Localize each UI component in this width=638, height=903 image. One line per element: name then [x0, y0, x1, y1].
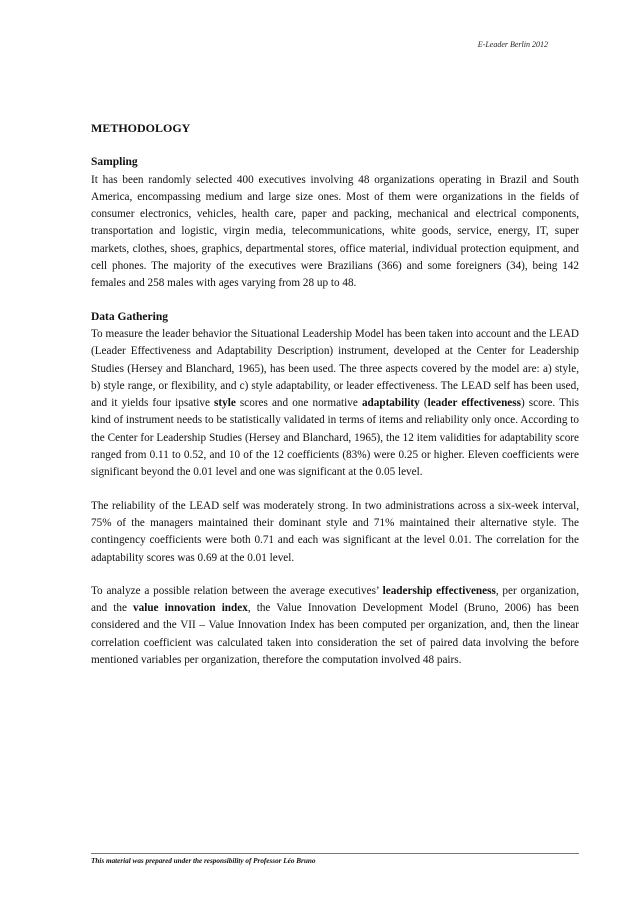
text-run: ( [419, 397, 428, 410]
sampling-heading: Sampling [91, 156, 138, 169]
text-run: , the Value Innovation Development Model (Bruno, 2006) has been considered and the VII – Value Innovation Index has been computed per organization, and, then the linear correlation coefficient was calculated taken into consideration the set of paired data involving the before mentioned variables per organization, therefore the computation involved 48 pairs. [91, 602, 580, 667]
text-run: To measure the leader behavior the Situational Leadership Model has been taken into account and the LEAD (Leader Effectiveness and Adaptability Description) instrument, developed at the Center for Leadership Studies (Hersey and Blanchard, 1965), has been used. The three aspects covered by the model are: a) style, b) style range, or flexibility, and c) style adaptability, or leader effectiveness. The LEAD self has been used, and it yields four ipsative [91, 327, 579, 410]
bold-term-leader-effectiveness: leader effectiveness [427, 397, 521, 410]
data-gathering-heading: Data Gathering [91, 310, 168, 323]
text-run: scores and one normative [235, 397, 362, 410]
data-gathering-paragraph-1 [91, 326, 579, 482]
running-header: E-Leader Berlin 2012 [477, 40, 548, 49]
text-run: ) score. This kind of instrument needs to be statistically validated in terms of items and reliability only once. According to the Center for Leadership Studies (Hersey and Blanchard, 1965), the 12 item validities for adaptability score ranged from 0.11 to 0.52, and 10 of the 12 coefficients (83%) were 0.25 or higher. Eleven coefficients were significant beyond the 0.01 level and one was significant at the 0.05 level. [91, 397, 579, 479]
sampling-paragraph: It has been randomly selected 400 executives involving 48 organizations operating in Brazil and South America, encompassing medium and large size ones. Most of them were organizations in the fields of consumer electronics, vehicles, health care, paper and packing, mechanical and electrical components, transportation and logistic, virgin media, telecommunications, white goods, service, energy, IT, super markets, clothes, shoes, graphics, departmental stores, office material, individual protection equipment, and cell phones. The majority of the executives were Brazilians (366) and some foreigners (34), being 142 females and 258 males with ages varying from 28 up to 48. [91, 173, 579, 290]
data-gathering-paragraph-2: The reliability of the LEAD self was moderately strong. In two administrations across a six-week interval, 75% of the managers maintained their dominant style and 71% maintained their alternative style. The contingency coefficients were both 0.71 and each was significant at the level 0.01. The correlation for the adaptability scores was 0.69 at the 0.01 level. [91, 499, 579, 564]
bold-term-leadership-effectiveness: leadership effectiveness [382, 584, 496, 597]
footer-divider [91, 853, 579, 854]
text-run: , per organization, and the [91, 584, 580, 615]
bold-term-style: style [214, 397, 236, 410]
data-gathering-paragraph-3 [91, 583, 579, 669]
text-run: To analyze a possible relation between the average executives’ [91, 584, 383, 597]
bold-term-adaptability: adaptability [361, 397, 420, 410]
main-content [91, 120, 579, 669]
bold-term-value-innovation-index: value innovation index [133, 602, 248, 615]
section-title: METHODOLOGY [91, 121, 191, 135]
page-footer: This material was prepared under the responsibility of Professor Léo Bruno [91, 857, 316, 865]
